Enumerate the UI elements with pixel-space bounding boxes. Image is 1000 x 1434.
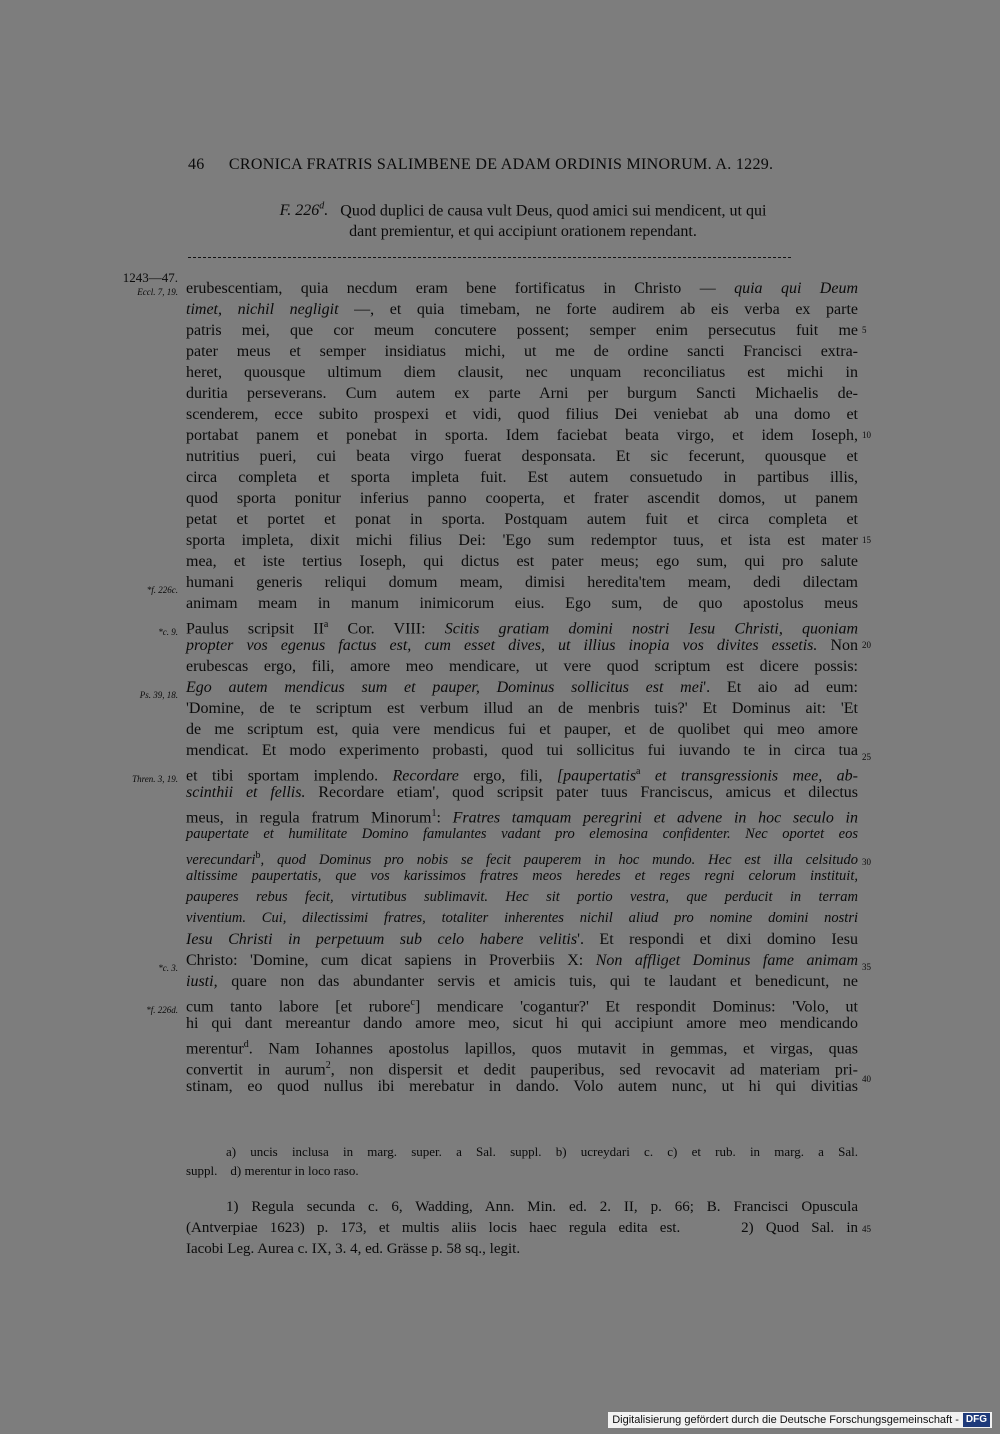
text-line: heret, quousque ultimum diem clausit, nec unquam reconciliatus est michi in bbox=[186, 364, 858, 381]
heading-line-1: Quod duplici de causa vult Deus, quod amici sui mendicent, ut qui bbox=[340, 202, 767, 220]
text-line: Iesu Christi in perpetuum sub celo habere velitis'. Et respondi et dixi domino Iesu bbox=[186, 931, 858, 948]
text-line: Ego autem mendicus sum et pauper, Dominus sollicitus est mei'. Et aio ad eum: bbox=[186, 679, 859, 696]
line-number: 10 bbox=[862, 430, 871, 440]
text-line: convertit in aurum$^2$, non dispersit et dedit pauperibus, sed revocavit ad materiam pri- bbox=[186, 1060, 858, 1079]
apparatus-note: c) et rub. in marg. a Sal. bbox=[667, 1144, 859, 1159]
running-title: CRONICA FRATRIS SALIMBENE DE ADAM ORDINIS MINORUM. A. 1229. bbox=[228, 156, 774, 173]
text-line: cum tanto labore [et rubore$^c$] mendicare 'cogantur?' Et respondit Dominus: 'Volo, ut bbox=[186, 997, 858, 1016]
text-line: erubescentiam, quia necdum eram bene fortificatus in Christo — quia qui Deum bbox=[186, 280, 859, 297]
text-line: stinam, eo quod nullus ibi merebatur in dando. Volo autem nunc, ut hi qui divitias bbox=[186, 1078, 858, 1095]
line-number: 35 bbox=[862, 962, 871, 972]
margin-ref: Ps. 39, 18. bbox=[139, 690, 178, 700]
funding-footer bbox=[608, 1412, 992, 1428]
text-line: petat et portet et ponat in sporta. Postquam autem fuit et circa completa et bbox=[186, 511, 858, 528]
text-line: humani generis reliqui domum meam, dimisi heredita'tem meam, dedi dilectam bbox=[186, 574, 858, 591]
text-line: hi qui dant mereantur dando amore meo, sicut hi qui accipiunt amore meo mendicando bbox=[186, 1015, 858, 1032]
margin-year: 1243—47. bbox=[122, 270, 178, 285]
text-line: patris mei, que cor meum concutere possent; semper enim persecutus fuit me bbox=[186, 322, 858, 339]
footnote-line: (Antverpiae 1623) p. 173, et multis aliis locis haec regula edita est. 2) Quod Sal. in bbox=[186, 1220, 858, 1236]
margin-ref: *c. 3. bbox=[158, 963, 178, 973]
apparatus-note: b) ucreydari c. bbox=[555, 1144, 654, 1159]
text-line: mea, et iste tertius Ioseph, qui dictus est pater meus; ego sum, qui pro salute bbox=[186, 553, 858, 570]
text-line: Christo: 'Domine, cum dicat sapiens in Proverbiis X: Non affliget Dominus fame animam bbox=[186, 952, 859, 969]
text-line: paupertate et humilitate Domino famulantes vadant pro elemosina confidenter. Nec oportet eos bbox=[186, 826, 858, 842]
text-line: erubescas ergo, fili, amore meo mendicare, ut vere quod scriptum est dicere possis: bbox=[186, 658, 858, 675]
margin-ref: *f. 226c. bbox=[146, 585, 178, 595]
text-line: nutritius pueri, cui beata virgo fuerat desponsata. Et sic fecerunt, quousque et bbox=[186, 448, 858, 465]
heading-divider bbox=[188, 257, 791, 258]
footnotes bbox=[186, 1197, 858, 1260]
text-line: pater meus et semper insidiatus michi, ut me de ordine sancti Francisci extra- bbox=[186, 343, 858, 360]
text-line: merentur$^d$. Nam Iohannes apostolus lapillos, quos mutavit in gemmas, et virgas, quas bbox=[186, 1039, 858, 1058]
text-line: verecundari$^b$, quod Dominus pro nobis se fecit pauperem in hoc mundo. Hec est illa celsitudo bbox=[186, 850, 858, 868]
line-number: 40 bbox=[862, 1074, 871, 1084]
text-line: 'Domine, de te scriptum est verbum illud an de menbris tuis?' Et Dominus ait: 'Et bbox=[186, 700, 858, 717]
text-line: iusti, quare non das abundanter servis et amicis tuis, qui te laudant et benedicunt, ne bbox=[186, 973, 858, 990]
line-number: 15 bbox=[862, 535, 871, 545]
text-line: scinthii et fellis. Recordare etiam', quod scripsit pater tuus Franciscus, amicus et dilectus bbox=[186, 784, 859, 801]
footnote-line: Iacobi Leg. Aurea c. IX, 3. 4, ed. Grässe p. 58 sq., legit. bbox=[186, 1241, 521, 1257]
text-line: portabat panem et ponebat in sporta. Idem faciebat beata virgo, et idem Ioseph, bbox=[186, 427, 858, 444]
text-line: altissime paupertatis, que vos karissimos fratres meos heredes et reges regni celorum instituit, bbox=[186, 868, 858, 884]
margin-ref: Eccl. 7, 19. bbox=[137, 287, 178, 297]
text-line: timet, nichil negligit —, et quia timebam, ne forte audirem ab eis verba ex parte bbox=[186, 301, 858, 318]
text-line: quod sporta ponitur inferius panno cooperta, et frater ascendit domos, ut panem bbox=[186, 490, 858, 507]
text-line: viventium. Cui, dilectissimi fratres, totaliter inherentes nichil aliud pro nomine domini nostri bbox=[186, 910, 858, 926]
running-header bbox=[188, 156, 828, 174]
text-line: duritia perseverans. Cum autem ex parte Arni per burgum Sancti Michaelis de- bbox=[186, 385, 858, 402]
margin-ref: *c. 9. bbox=[158, 627, 178, 637]
text-line: Paulus scripsit $II^a$ Cor. VIII: Scitis gratiam domini nostri Iesu Christi, quoniam bbox=[186, 619, 858, 638]
line-number: 25 bbox=[862, 752, 871, 762]
text-line: de me scriptum est, quia vere mendicus fui et pauper, et de quolibet qui meo amore bbox=[186, 721, 858, 738]
apparatus-note: a) uncis inclusa in marg. super. a Sal. suppl. bbox=[226, 1144, 542, 1159]
text-line: sporta impleta, dixit michi filius Dei: 'Ego sum redemptor tuus, et ista est mater bbox=[186, 532, 858, 549]
line-number: 5 bbox=[862, 325, 867, 335]
heading-line-2: dant premientur, et qui accipiunt orationem rependant. bbox=[349, 223, 697, 241]
margin-ref: Thren. 3, 19. bbox=[132, 774, 178, 784]
text-line: pauperes rebus fecit, virtutibus sublimavit. Hec sit portio vestra, que perducit in terram bbox=[186, 889, 858, 905]
critical-apparatus bbox=[186, 1142, 858, 1180]
text-line: propter vos egenus factus est, cum esset dives, ut illius inopia vos divites essetis. Non bbox=[186, 637, 858, 654]
text-line: mendicat. Et modo experimento probasti, quod tui sollicitus fui iuvando te in circa tua bbox=[186, 742, 858, 759]
text-line: scenderem, ecce subito prospexi et vidi, quod filius Dei veniebat ab una domo et bbox=[186, 406, 858, 423]
chapter-heading bbox=[188, 196, 858, 242]
line-number: 30 bbox=[862, 857, 871, 867]
apparatus-note: suppl. d) merentur in loco raso. bbox=[186, 1163, 359, 1178]
footnote-line: 1) Regula secunda c. 6, Wadding, Ann. Min. ed. 2. II, p. 66; B. Francisci Opuscula bbox=[226, 1199, 858, 1215]
line-number: 20 bbox=[862, 640, 871, 650]
folio-ref: F. 226$^d$. bbox=[279, 201, 329, 220]
page-number: 46 bbox=[188, 156, 205, 173]
text-line: circa completa et sporta impleta fuit. Est autem consuetudo in partibus illis, bbox=[186, 469, 858, 486]
funding-text: Digitalisierung gefördert durch die Deutsche Forschungsgemeinschaft - bbox=[612, 1414, 959, 1426]
dfg-logo: DFG bbox=[963, 1413, 990, 1427]
margin-ref: *f. 226d. bbox=[146, 1005, 178, 1015]
text-line: et tibi sportam implendo. Recordare ergo, fili, [paupertatis$^a$ et transgressionis mee, ab- bbox=[186, 766, 858, 785]
line-number: 45 bbox=[862, 1224, 871, 1234]
text-line: meus, in regula fratrum Minorum$^1$: Fratres tamquam peregrini et advene in hoc seculo in bbox=[186, 808, 859, 827]
text-line: animam meam in manum inimicorum eius. Ego sum, de quo apostolus meus bbox=[186, 595, 858, 612]
